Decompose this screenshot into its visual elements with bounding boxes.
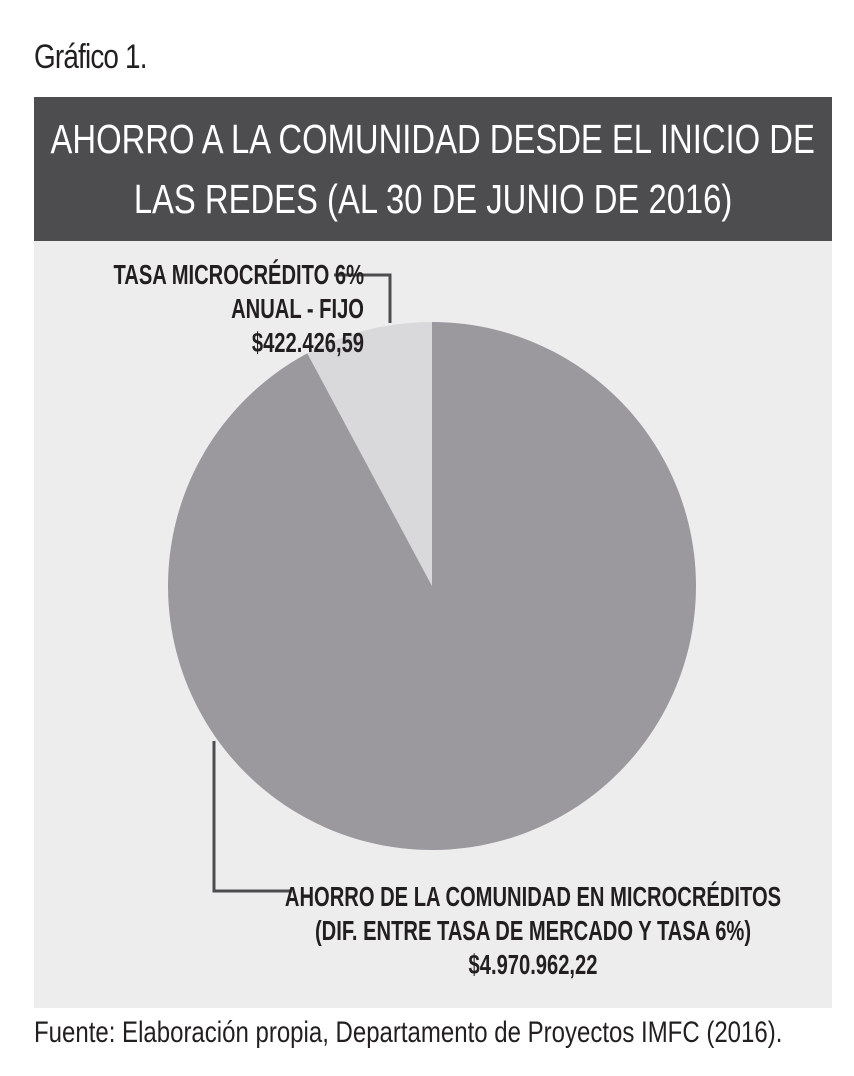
- slice-label-microcredit-line-1: TASA MICROCRÉDITO 6%: [113, 259, 364, 290]
- slice-label-community-savings: [281, 880, 785, 982]
- source-note: Fuente: Elaboración propia, Departamento de Proyectos IMFC (2016).: [34, 1016, 783, 1049]
- chart-panel: [34, 241, 832, 1008]
- figure-label: Gráfico 1.: [34, 38, 147, 76]
- chart-title-line-2: LAS REDES (AL 30 DE JUNIO DE 2016): [133, 176, 733, 222]
- slice-label-microcredit-value: $422.426,59: [251, 327, 364, 358]
- slice-label-savings-value: $4.970.962,22: [468, 949, 598, 980]
- slice-label-savings-line-1: AHORRO DE LA COMUNIDAD EN MICROCRÉDITOS: [284, 881, 782, 912]
- chart-title-line-1: AHORRO A LA COMUNIDAD DESDE EL INICIO DE: [50, 116, 816, 162]
- pie-slice-community-savings: [168, 322, 696, 850]
- slice-label-microcredit-rate: [98, 258, 364, 360]
- slice-label-microcredit-line-2: ANUAL - FIJO: [231, 293, 364, 324]
- chart-title-bar: [34, 97, 832, 241]
- slice-label-savings-line-2: (DIF. ENTRE TASA DE MERCADO Y TASA 6%): [314, 915, 752, 946]
